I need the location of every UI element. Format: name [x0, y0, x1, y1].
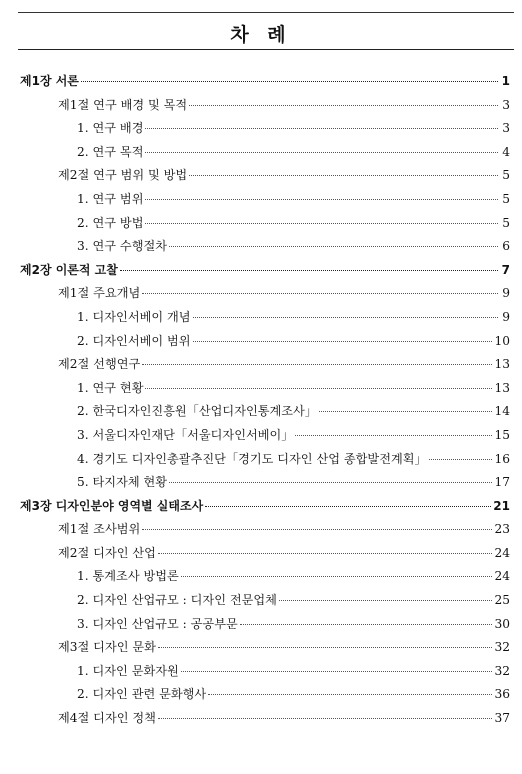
toc-entry-label: 1. 통계조사 방법론: [77, 569, 179, 584]
dot-leader: [145, 223, 498, 224]
toc-subsection-entry[interactable]: [0, 567, 522, 591]
dot-leader: [158, 647, 493, 648]
dot-leader: [145, 152, 498, 153]
toc-entry-page-number: 25: [494, 593, 510, 608]
toc-entry-label: 제2절 디자인 산업: [58, 545, 156, 560]
dot-leader: [279, 600, 493, 601]
toc-subsection-entry[interactable]: [0, 402, 522, 426]
toc-chapter-entry[interactable]: [0, 261, 522, 285]
toc-entry-page-number: 9: [502, 309, 510, 324]
dot-leader: [181, 576, 493, 577]
toc-entry-page-number: 4: [502, 144, 510, 159]
dot-leader: [81, 81, 498, 82]
toc-entry-page-number: 24: [494, 569, 510, 584]
toc-entry-page-number: 10: [494, 333, 510, 348]
toc-chapter-entry[interactable]: [0, 497, 522, 521]
dot-leader: [189, 105, 498, 106]
toc-subsection-entry[interactable]: [0, 685, 522, 709]
dot-leader: [120, 270, 498, 271]
toc-entry-page-number: 5: [502, 191, 510, 206]
toc-section-entry[interactable]: [0, 355, 522, 379]
toc-entry-page-number: 5: [502, 168, 510, 183]
toc-entry-label: 1. 연구 배경: [77, 121, 144, 136]
toc-subsection-entry[interactable]: [0, 426, 522, 450]
title-underline: [18, 49, 514, 50]
toc-entry-page-number: 14: [494, 404, 510, 419]
toc-entry-label: 3. 연구 수행절차: [77, 239, 168, 254]
toc-entry-page-number: 23: [494, 522, 510, 537]
toc-entry-label: 2. 디자인 산업규모 : 디자인 전문업체: [77, 593, 277, 608]
toc-entry-label: 3. 디자인 산업규모 : 공공부문: [77, 616, 238, 631]
toc-entry-label: 4. 경기도 디자인총괄추진단「경기도 디자인 산업 종합발전계획」: [77, 451, 427, 466]
toc-entry-page-number: 3: [502, 97, 510, 112]
toc-entry-label: 제3장 디자인분야 영역별 실태조사: [20, 498, 204, 513]
dot-leader: [319, 411, 492, 412]
toc-subsection-entry[interactable]: [0, 450, 522, 474]
page-title: 차 례: [230, 24, 292, 46]
dot-leader: [240, 624, 493, 625]
toc-subsection-entry[interactable]: [0, 379, 522, 403]
toc-entry-label: 제3절 디자인 문화: [58, 640, 156, 655]
dot-leader: [142, 529, 492, 530]
toc-entry-label: 1. 디자인서베이 개념: [77, 309, 191, 324]
dot-leader: [205, 506, 491, 507]
toc-entry-page-number: 15: [494, 427, 510, 442]
toc-entry-label: 제1절 주요개념: [58, 286, 141, 301]
toc-entry-label: 제2장 이론적 고찰: [20, 262, 118, 277]
toc-entry-label: 3. 서울디자인재단「서울디자인서베이」: [77, 427, 294, 442]
toc-entry-label: 제1절 연구 배경 및 목적: [58, 97, 188, 112]
toc-entry-page-number: 21: [493, 498, 510, 513]
toc-chapter-entry[interactable]: [0, 72, 522, 96]
dot-leader: [169, 482, 492, 483]
toc-subsection-entry[interactable]: [0, 662, 522, 686]
toc-entry-page-number: 9: [502, 286, 510, 301]
dot-leader: [429, 459, 493, 460]
dot-leader: [208, 694, 492, 695]
toc-entry-page-number: 13: [494, 357, 510, 372]
toc-entry-label: 2. 연구 목적: [77, 144, 144, 159]
toc-subsection-entry[interactable]: [0, 591, 522, 615]
toc-entry-label: 제2절 연구 범위 및 방법: [58, 168, 188, 183]
dot-leader: [142, 293, 498, 294]
dot-leader: [158, 718, 493, 719]
toc-subsection-entry[interactable]: [0, 214, 522, 238]
toc-entry-label: 제2절 선행연구: [58, 357, 141, 372]
toc-entry-page-number: 17: [494, 475, 510, 490]
toc-entry-page-number: 24: [494, 545, 510, 560]
toc-section-entry[interactable]: [0, 166, 522, 190]
toc-entry-label: 1. 디자인 문화자원: [77, 663, 179, 678]
toc-entry-label: 제1장 서론: [20, 74, 79, 88]
toc-subsection-entry[interactable]: [0, 308, 522, 332]
toc-entry-page-number: 37: [494, 711, 510, 726]
toc-entry-page-number: 32: [494, 640, 510, 655]
toc-entry-page-number: 32: [494, 663, 510, 678]
toc-entry-label: 2. 한국디자인진흥원「산업디자인통계조사」: [77, 404, 318, 419]
toc-entry-page-number: 7: [501, 262, 510, 277]
dot-leader: [295, 435, 492, 436]
toc-entry-label: 2. 연구 방법: [77, 215, 144, 230]
toc-section-entry[interactable]: [0, 96, 522, 120]
dot-leader: [145, 388, 492, 389]
toc-entry-label: 5. 타지자체 현황: [77, 475, 168, 490]
toc-entry-page-number: 16: [494, 451, 510, 466]
dot-leader: [158, 553, 493, 554]
toc-subsection-entry[interactable]: [0, 143, 522, 167]
toc-section-entry[interactable]: [0, 520, 522, 544]
toc-entry-label: 2. 디자인 관련 문화행사: [77, 687, 207, 702]
toc-subsection-entry[interactable]: [0, 332, 522, 356]
toc-section-entry[interactable]: [0, 638, 522, 662]
dot-leader: [142, 364, 492, 365]
dot-leader: [189, 175, 498, 176]
toc-entry-page-number: 30: [494, 616, 510, 631]
toc-subsection-entry[interactable]: [0, 190, 522, 214]
toc-entry-label: 1. 연구 현황: [77, 380, 144, 395]
toc-entry-label: 2. 디자인서베이 범위: [77, 333, 191, 348]
dot-leader: [145, 199, 498, 200]
top-rule: [18, 12, 514, 13]
toc-entry-label: 제1절 조사범위: [58, 522, 141, 537]
toc-entry-page-number: 3: [502, 121, 510, 136]
dot-leader: [181, 671, 493, 672]
toc-section-entry[interactable]: [0, 544, 522, 568]
toc-subsection-entry[interactable]: [0, 473, 522, 497]
toc-section-entry[interactable]: [0, 284, 522, 308]
dot-leader: [169, 246, 498, 247]
dot-leader: [145, 128, 498, 129]
toc-entry-page-number: 13: [494, 380, 510, 395]
toc-subsection-entry[interactable]: [0, 237, 522, 261]
toc-entry-page-number: 5: [502, 215, 510, 230]
toc-subsection-entry[interactable]: [0, 119, 522, 143]
toc-entry-label: 제4절 디자인 정책: [58, 711, 156, 726]
toc-entry-page-number: 1: [501, 74, 510, 88]
dot-leader: [193, 317, 498, 318]
toc-entry-label: 1. 연구 범위: [77, 191, 144, 206]
toc-entry-page-number: 6: [502, 239, 510, 254]
dot-leader: [193, 341, 493, 342]
toc-entry-page-number: 36: [494, 687, 510, 702]
toc-section-entry[interactable]: [0, 709, 522, 733]
table-of-contents: [0, 72, 522, 733]
toc-subsection-entry[interactable]: [0, 615, 522, 639]
